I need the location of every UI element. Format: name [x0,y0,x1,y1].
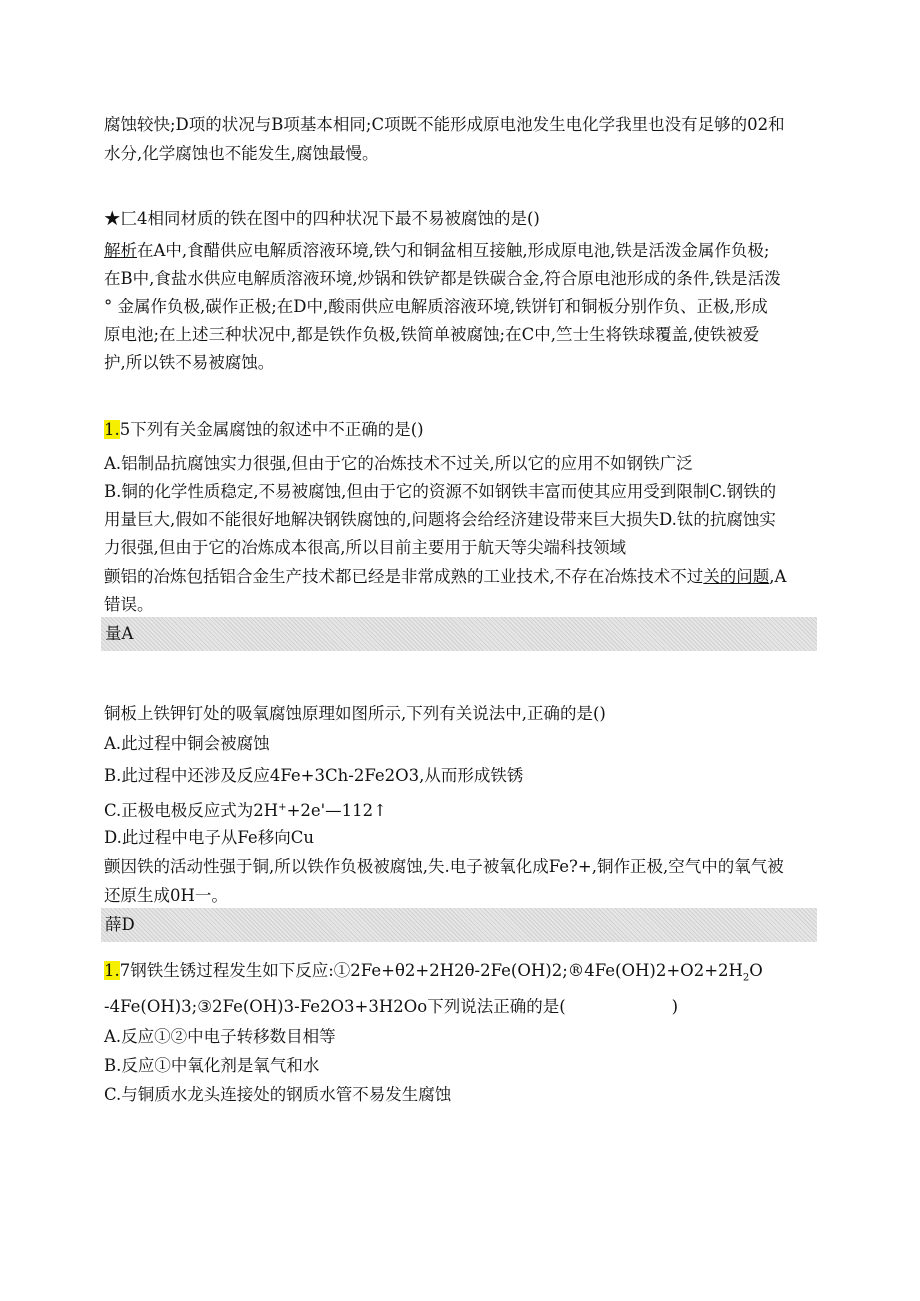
answer-band [101,617,817,651]
question-number: 1. [104,420,120,439]
q4-analysis-line: 在B中,食盐水供应电解质溶液环境,炒锅和铁铲都是铁碳合金,符合原电池形成的条件,铁是活泼 [104,269,781,288]
question-7-title [104,996,678,1018]
explanation-text-underlined: 关的问题 [703,567,770,586]
analysis-text: 在A中,食醋供应电解质溶液环境,铁勺和铜盆相互接触,形成原电池,铁是活泼金属作负极; [137,241,770,260]
option-c [104,797,387,822]
explanation-line: 颤因铁的活动性强于铜,所以铁作负极被腐蚀,失.电子被氧化成Fe?+,铜作正极,空气中的氧气被 [104,857,784,876]
option-d: D.此过程中电子从Fe移向Cu [104,828,314,847]
paragraph-line: 腐蚀较快;D项的状况与B项基本相同;C项既不能形成原电池发生电化学我里也没有足够的02和 [104,115,785,134]
option-text: +2e'—112↑ [286,801,388,820]
option-a: A.反应①②中电子转移数目相等 [104,1027,336,1046]
answer-band [101,908,817,942]
q4-analysis-line: ° 金属作负极,碳作正极;在D中,酸雨供应电解质溶液环境,铁饼钉和铜板分别作负、正极,形成 [104,297,768,316]
explanation-text: 颤铝的冶炼包括铝合金生产技术都已经是非常成熟的工业技术,不存在冶炼技术不过 [104,567,704,586]
question-text: ) [671,997,679,1016]
question-text: -4Fe(OH)3;③2Fe(OH)3-Fe2O3+3H2Oo下列说法正确的是( [104,997,566,1016]
option-text: C.正极电极反应式为2H [104,801,279,820]
option-b: B.反应①中氧化剂是氧气和水 [104,1056,320,1075]
option-b: 用量巨大,假如不能很好地解决钢铁腐蚀的,问题将会给经济建设带来巨大损失D.钛的抗腐蚀实 [104,510,776,529]
analysis-label: 解析 [104,241,137,260]
option-a: A.此过程中铜会被腐蚀 [104,734,270,753]
option-c: C.与铜质水龙头连接处的钢质水管不易发生腐蚀 [104,1085,452,1104]
question-text: O [749,961,763,980]
question-6-title: 铜板上铁钾钉处的吸氧腐蚀原理如图所示,下列有关说法中,正确的是() [104,704,606,723]
option-b: B.此过程中还涉及反应4Fe+3Ch-2Fe2O3,从而形成铁锈 [104,766,524,785]
question-text: 7钢铁生锈过程发生如下反应:①2Fe+θ2+2H2θ-2Fe(OH)2;®4Fe(OH)2+O2+2H [119,961,743,980]
q4-analysis-line: 护,所以铁不易被腐蚀。 [104,353,275,372]
answer-text: 量A [105,624,134,643]
subscript: 2 [742,972,750,984]
explanation-text: ,A [769,567,787,586]
paragraph-line: 水分,化学腐蚀也不能发生,腐蚀最慢。 [104,144,379,163]
option-b: 力很强,但由于它的冶炼成本很高,所以目前主要用于航天等尖端科技领域 [104,538,626,557]
question-number: 1. [104,961,120,980]
explanation-line [104,566,786,588]
answer-text: 薛D [105,915,135,934]
question-text: 5下列有关金属腐蚀的叙述中不正确的是() [119,420,424,439]
q4-analysis-line: 原电池;在上述三种状况中,都是铁作负极,铁简单被腐蚀;在C中,竺士生将铁球覆盖,使铁被爱 [104,325,760,344]
superscript: + [278,802,287,813]
option-a: A.铝制品抗腐蚀实力很强,但由于它的冶炼技术不过关,所以它的应用不如钢铁广泛 [104,454,693,473]
question-4-title: ★匚4相同材质的铁在图中的四种状况下最不易被腐蚀的是() [104,209,540,228]
question-7-title [104,960,763,989]
question-5-title [104,419,424,441]
option-b: B.铜的化学性质稳定,不易被腐蚀,但由于它的资源不如钢铁丰富而使其应用受到限制C.钢铁的 [104,482,777,501]
explanation-line: 还原生成0H一。 [104,886,228,905]
q4-analysis-line [104,240,769,262]
explanation-line: 错误。 [104,595,154,614]
